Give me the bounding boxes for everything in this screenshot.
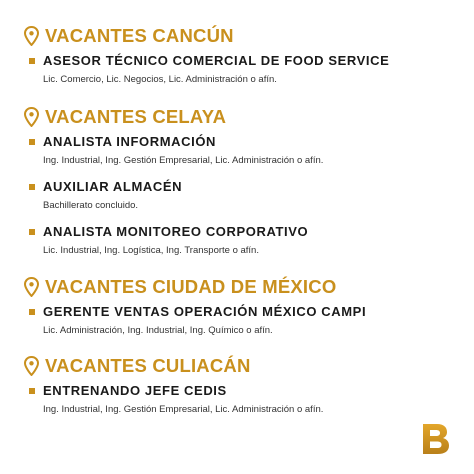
job-requirements: Lic. Administración, Ing. Industrial, Ing. Químico o afín. [43, 325, 273, 336]
location-pin-icon [24, 107, 39, 127]
city-heading-cdmx [24, 276, 336, 298]
job-item [29, 224, 308, 256]
city-title: VACANTES CIUDAD DE MÉXICO [45, 276, 337, 297]
bullet-square [29, 184, 35, 190]
city-title: VACANTES CANCÚN [45, 25, 234, 46]
job-item [29, 179, 182, 211]
bullet-square [29, 309, 35, 315]
job-requirements: Bachillerato concluido. [43, 200, 139, 211]
job-title: ANALISTA MONITOREO CORPORATIVO [43, 224, 309, 239]
location-pin-icon [24, 277, 39, 297]
job-title: GERENTE VENTAS OPERACIÓN MÉXICO CAMPI [43, 304, 367, 319]
bullet-square [29, 139, 35, 145]
city-title: VACANTES CELAYA [45, 106, 227, 127]
city-heading-cancun [24, 25, 234, 47]
job-title: AUXILIAR ALMACÉN [43, 179, 183, 194]
job-title: ENTRENANDO JEFE CEDIS [43, 383, 227, 398]
job-requirements: Ing. Industrial, Ing. Gestión Empresarial, Lic. Administración o afín. [43, 404, 324, 415]
job-title: ANALISTA INFORMACIÓN [43, 134, 217, 149]
city-heading-culiacan [24, 355, 251, 377]
bullet-square [29, 388, 35, 394]
job-item [29, 383, 323, 415]
brand-b-logo-icon [417, 420, 453, 456]
job-item [29, 304, 366, 336]
job-item [29, 134, 323, 166]
job-requirements: Ing. Industrial, Ing. Gestión Empresarial, Lic. Administración o afín. [43, 155, 324, 166]
job-title: ASESOR TÉCNICO COMERCIAL DE FOOD SERVICE [43, 53, 390, 68]
location-pin-icon [24, 356, 39, 376]
job-item [29, 53, 389, 85]
city-heading-celaya [24, 106, 226, 128]
job-requirements: Lic. Industrial, Ing. Logística, Ing. Transporte o afín. [43, 245, 259, 256]
bullet-square [29, 58, 35, 64]
bullet-square [29, 229, 35, 235]
city-title: VACANTES CULIACÁN [45, 355, 251, 376]
location-pin-icon [24, 26, 39, 46]
job-requirements: Lic. Comercio, Lic. Negocios, Lic. Administración o afín. [43, 74, 277, 85]
